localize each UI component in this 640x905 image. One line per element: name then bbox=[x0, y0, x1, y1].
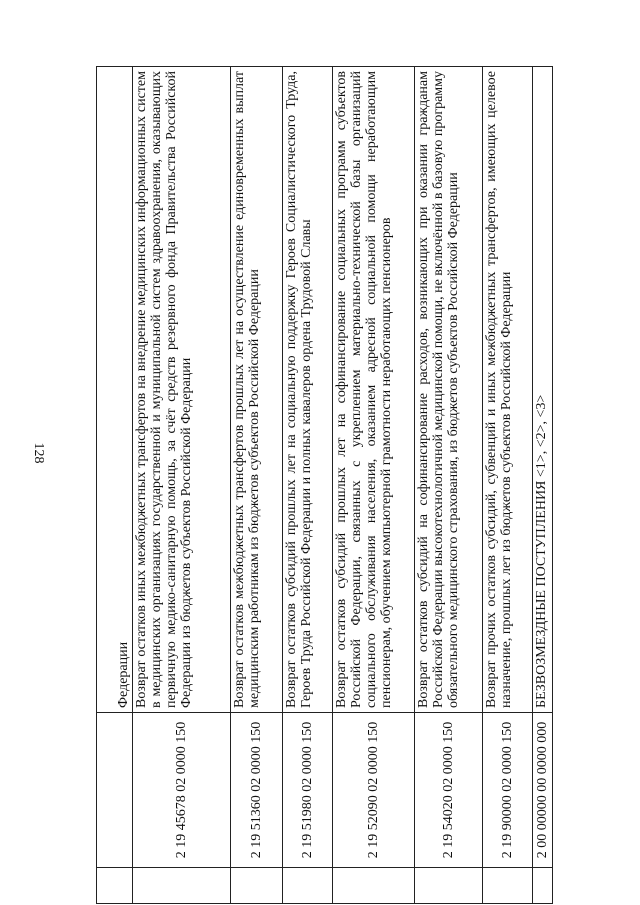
empty-cell bbox=[231, 868, 283, 904]
empty-cell bbox=[283, 868, 333, 904]
row-description: БЕЗВОЗМЕЗДНЫЕ ПОСТУПЛЕНИЯ <1>, <2>, <3> bbox=[533, 67, 553, 713]
empty-cell bbox=[533, 868, 553, 904]
code-cell bbox=[97, 713, 133, 868]
budget-classification-table bbox=[96, 66, 553, 904]
budget-code: 2 00 00000 00 0000 000 bbox=[533, 713, 553, 868]
row-description: Возврат остатков субсидий на софинансирование расходов, возникающих при оказании гражданам Российской Федерации высокотехнологичной медицинской помощи, не включённой в базовую программу обязательного медицинского страхования, из бюджетов субъектов Российской Федерации bbox=[415, 67, 483, 713]
budget-code: 2 19 51980 02 0000 150 bbox=[283, 713, 333, 868]
empty-cell bbox=[415, 868, 483, 904]
empty-cell bbox=[133, 868, 231, 904]
table-row bbox=[283, 67, 333, 904]
budget-table-container bbox=[96, 66, 552, 904]
table-row bbox=[231, 67, 283, 904]
table-row bbox=[533, 67, 553, 904]
row-description: Возврат остатков межбюджетных трансфертов прошлых лет на осуществление единовременных выплат медицинским работникам из бюджетов субъектов Российской Федерации bbox=[231, 67, 283, 713]
empty-cell bbox=[97, 868, 133, 904]
table-row bbox=[415, 67, 483, 904]
continuation-text: Федерации bbox=[97, 67, 133, 713]
row-description: Возврат остатков иных межбюджетных трансфертов на внедрение медицинских информационных систем в медицинских организациях государственной и муниципальной систем здравоохранения, оказывающих первичную медико-санитарную помощь, за счёт средств резервного фонда Правительства Российской Федерации из бюджетов субъектов Российской Федерации bbox=[133, 67, 231, 713]
budget-code: 2 19 45678 02 0000 150 bbox=[133, 713, 231, 868]
table-row bbox=[133, 67, 231, 904]
budget-code: 2 19 90000 02 0000 150 bbox=[483, 713, 533, 868]
empty-cell bbox=[483, 868, 533, 904]
budget-code: 2 19 52090 02 0000 150 bbox=[333, 713, 415, 868]
page-number: 128 bbox=[31, 442, 46, 464]
row-description: Возврат остатков субсидий прошлых лет на социальную поддержку Героев Социалистического Труда, Героев Труда Российской Федерации и полных кавалеров ордена Трудовой Славы bbox=[283, 67, 333, 713]
empty-cell bbox=[333, 868, 415, 904]
row-description: Возврат прочих остатков субсидий, субвенций и иных межбюджетных трансфертов, имеющих целевое назначение, прошлых лет из бюджетов субъектов Российской Федерации bbox=[483, 67, 533, 713]
table-row bbox=[333, 67, 415, 904]
budget-code: 2 19 51360 02 0000 150 bbox=[231, 713, 283, 868]
budget-code: 2 19 54020 02 0000 150 bbox=[415, 713, 483, 868]
row-description: Возврат остатков субсидий прошлых лет на софинансирование социальных программ субъектов Российской Федерации, связанных с укреплением материально-технической базы организаций социального обслуживания населения, оказанием адресной социальной помощи неработающим пенсионерам, обучением компьютерной грамотности неработающих пенсионеров bbox=[333, 67, 415, 713]
table-row-continuation bbox=[97, 67, 133, 904]
table-row bbox=[483, 67, 533, 904]
